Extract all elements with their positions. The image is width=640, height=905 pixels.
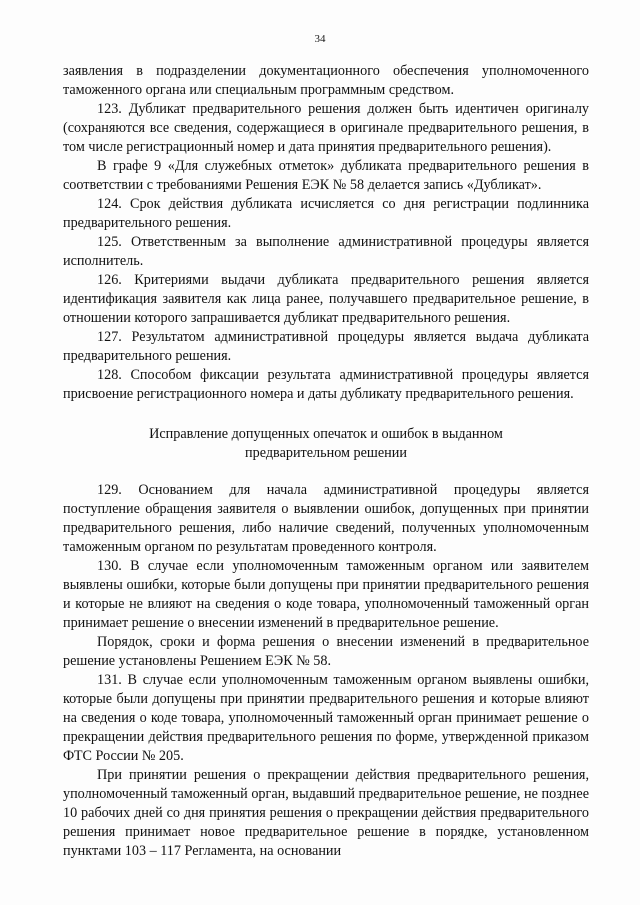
paragraph: 131. В случае если уполномоченным таможенным органом выявлены ошибки, которые были допущены при принятии предварительного решения и которые влияют на сведения о коде товара, уполномоченный таможенный орган принимает решение о прекращении действия предварительного решения по форме, утвержденной приказом ФТС России № 205.: [63, 672, 589, 764]
paragraph: Порядок, сроки и форма решения о внесении изменений в предварительное решение установлены Решением ЕЭК № 58.: [63, 634, 589, 669]
section-heading: [63, 425, 589, 463]
section-heading-line: предварительном решении: [245, 445, 407, 461]
section-heading-line: Исправление допущенных опечаток и ошибок в выданном: [149, 426, 503, 442]
paragraph: 124. Срок действия дубликата исчисляется со дня регистрации подлинника предварительного решения.: [63, 196, 589, 231]
paragraph: 123. Дубликат предварительного решения должен быть идентичен оригиналу (сохраняются все сведения, содержащиеся в оригинале предварительного решения, в том числе регистрационный номер и дата принятия предварительного решения).: [63, 101, 589, 155]
paragraph: 126. Критериями выдачи дубликата предварительного решения является идентификация заявителя как лица ранее, получавшего предварительное решение, в отношении которого запрашивается дубликат предварительного решения.: [63, 272, 589, 326]
paragraph: 127. Результатом административной процедуры является выдача дубликата предварительного решения.: [63, 329, 589, 364]
paragraph: При принятии решения о прекращении действия предварительного решения, уполномоченный таможенный орган, выдавший предварительное решение, не позднее 10 рабочих дней со дня принятия решения о прекращении действия предварительного решения принимает новое предварительное решение в порядке, установленном пунктами 103 – 117 Регламента, на основании: [63, 767, 589, 859]
page-number: 34: [314, 33, 326, 45]
paragraph: заявления в подразделении документационного обеспечения уполномоченного таможенного органа или специальным программным средством.: [63, 63, 589, 98]
paragraph: 128. Способом фиксации результата административной процедуры является присвоение регистрационного номера и даты дубликату предварительного решения.: [63, 367, 589, 402]
paragraph: 129. Основанием для начала административной процедуры является поступление обращения заявителя о выявлении ошибок, допущенных при принятии предварительного решения, либо наличие сведений, полученных уполномоченным таможенным органом по результатам проведенного контроля.: [63, 482, 589, 555]
paragraph: 125. Ответственным за выполнение административной процедуры является исполнитель.: [63, 234, 589, 269]
paragraph: 130. В случае если уполномоченным таможенным органом или заявителем выявлены ошибки, которые были допущены при принятии предварительного решения и которые не влияют на сведения о коде товара, уполномоченный таможенный орган принимает решение о внесении изменений в предварительное решение.: [63, 558, 589, 631]
document-body: [63, 62, 589, 861]
paragraph: В графе 9 «Для служебных отметок» дубликата предварительного решения в соответствии с требованиями Решения ЕЭК № 58 делается запись «Дубликат».: [63, 158, 589, 193]
